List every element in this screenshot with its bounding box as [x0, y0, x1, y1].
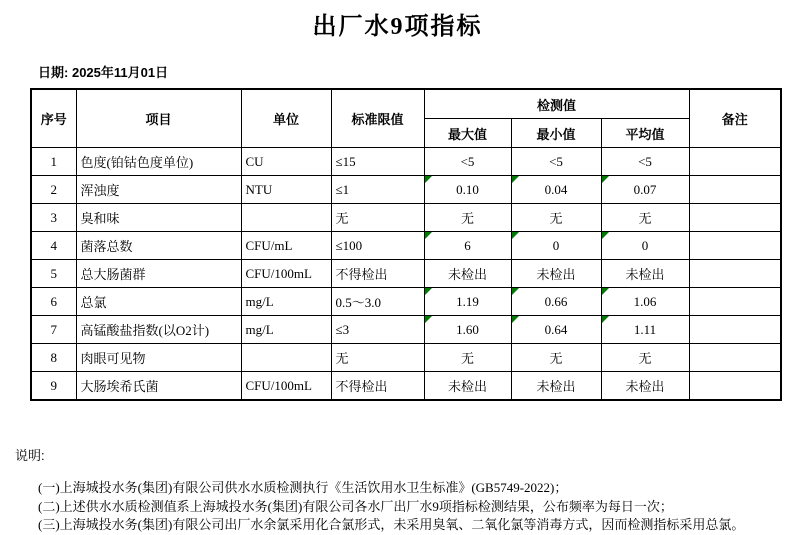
col-header-limit: 标准限值 [331, 89, 424, 148]
indicators-table [30, 88, 782, 401]
cell-item [76, 148, 241, 176]
col-header-unit: 单位 [241, 89, 331, 148]
cell-item [76, 232, 241, 260]
cell-no-text: 6 [50, 293, 57, 309]
cell-max [424, 176, 511, 204]
cell-max-text: 无 [460, 351, 474, 366]
table-row [31, 176, 781, 204]
cell-item [76, 204, 241, 232]
notes-section [15, 445, 795, 535]
col-header-max: 最大值 [424, 119, 511, 148]
cell-avg-text: 未检出 [625, 379, 665, 394]
cell-item [76, 316, 241, 344]
cell-avg-text: 未检出 [625, 267, 665, 282]
cell-min [511, 232, 601, 260]
cell-avg-text: 1.06 [633, 293, 657, 309]
col-header-no: 序号 [31, 89, 76, 148]
cell-no-text: 2 [50, 181, 57, 197]
excel-flag-triangle-icon [425, 232, 432, 239]
excel-flag-triangle-icon [602, 316, 609, 323]
cell-no-text: 3 [50, 209, 57, 225]
cell-unit-text: CFU/100mL [245, 377, 312, 393]
cell-min [511, 288, 601, 316]
cell-avg [601, 344, 689, 372]
cell-unit [241, 372, 331, 401]
cell-remark [689, 372, 781, 401]
cell-no-text: 8 [50, 349, 57, 365]
cell-avg-text: 1.11 [633, 321, 657, 337]
excel-flag-triangle-icon [602, 232, 609, 239]
cell-avg [601, 232, 689, 260]
table-row [31, 344, 781, 372]
cell-limit-text: 不得检出 [335, 267, 388, 282]
cell-remark [689, 232, 781, 260]
cell-item-text: 浑浊度 [80, 183, 120, 198]
cell-remark [689, 148, 781, 176]
cell-min-text: 0.64 [544, 321, 568, 337]
cell-unit-text: CFU/mL [245, 237, 293, 253]
table-header [31, 89, 781, 148]
cell-limit [331, 260, 424, 288]
cell-limit-text: 0.5～3.0 [335, 295, 382, 310]
cell-min [511, 372, 601, 401]
cell-remark [689, 316, 781, 344]
report-page [0, 6, 795, 535]
cell-max-text: 未检出 [447, 267, 487, 282]
cell-avg [601, 316, 689, 344]
excel-flag-triangle-icon [425, 288, 432, 295]
excel-flag-triangle-icon [602, 288, 609, 295]
cell-limit [331, 148, 424, 176]
cell-unit [241, 148, 331, 176]
cell-remark [689, 176, 781, 204]
cell-item [76, 344, 241, 372]
cell-no-text: 5 [50, 265, 57, 281]
cell-min [511, 204, 601, 232]
note-items [38, 479, 795, 535]
cell-min [511, 260, 601, 288]
cell-no-text: 4 [50, 237, 57, 253]
cell-limit [331, 232, 424, 260]
cell-limit [331, 288, 424, 316]
cell-unit-text: CFU/100mL [245, 265, 312, 281]
cell-unit [241, 176, 331, 204]
cell-max-text: 无 [460, 211, 474, 226]
report-date [38, 62, 795, 81]
cell-avg-text: 无 [638, 211, 652, 226]
cell-unit [241, 288, 331, 316]
cell-max-text: 未检出 [447, 379, 487, 394]
cell-min [511, 176, 601, 204]
cell-unit [241, 316, 331, 344]
cell-max-text: 6 [464, 237, 471, 253]
cell-item-text: 色度(铂钴色度单位) [80, 155, 194, 170]
note-item: (三)上海城投水务(集团)有限公司出厂水余氯采用化合氯形式，未采用臭氧、二氧化氯等消毒方式，因而检测指标采用总氯。 [38, 517, 745, 532]
cell-item-text: 高锰酸盐指数(以O2计) [80, 323, 210, 338]
cell-item-text: 总大肠菌群 [80, 267, 146, 282]
cell-no-text: 7 [50, 321, 57, 337]
excel-flag-triangle-icon [512, 176, 519, 183]
cell-avg [601, 260, 689, 288]
excel-flag-triangle-icon [602, 176, 609, 183]
cell-max [424, 148, 511, 176]
col-header-remark: 备注 [689, 89, 781, 148]
cell-max [424, 232, 511, 260]
cell-no [31, 176, 76, 204]
table-row [31, 288, 781, 316]
excel-flag-triangle-icon [512, 288, 519, 295]
cell-min [511, 344, 601, 372]
cell-limit-text: 无 [335, 211, 349, 226]
cell-unit [241, 260, 331, 288]
cell-min-text: 未检出 [536, 267, 576, 282]
cell-item-text: 肉眼可见物 [80, 351, 146, 366]
cell-max [424, 372, 511, 401]
cell-avg [601, 288, 689, 316]
cell-no-text: 9 [50, 377, 57, 393]
notes-label: 说明: [15, 448, 45, 463]
cell-max-text: 1.19 [456, 293, 479, 309]
cell-avg [601, 176, 689, 204]
cell-max-text: 1.60 [456, 321, 479, 337]
cell-limit-text: 无 [335, 351, 349, 366]
cell-unit-text: NTU [245, 181, 273, 197]
cell-max [424, 288, 511, 316]
cell-min-text: 无 [549, 211, 563, 226]
table-row [31, 148, 781, 176]
cell-no [31, 288, 76, 316]
cell-remark [689, 344, 781, 372]
cell-min-text: 0.04 [544, 181, 568, 197]
col-header-avg: 平均值 [601, 119, 689, 148]
cell-remark [689, 288, 781, 316]
cell-no [31, 372, 76, 401]
cell-limit [331, 372, 424, 401]
cell-item [76, 288, 241, 316]
cell-min-text: 未检出 [536, 379, 576, 394]
cell-limit-text: 不得检出 [335, 379, 388, 394]
cell-no [31, 148, 76, 176]
cell-remark [689, 204, 781, 232]
cell-avg-text: 0 [641, 237, 649, 253]
excel-flag-triangle-icon [512, 232, 519, 239]
cell-avg-text: 0.07 [633, 181, 657, 197]
cell-no [31, 344, 76, 372]
cell-avg-text: 无 [638, 351, 652, 366]
table-row [31, 372, 781, 401]
table-row [31, 232, 781, 260]
cell-unit [241, 344, 331, 372]
cell-avg [601, 204, 689, 232]
note-item: (一)上海城投水务(集团)有限公司供水水质检测执行《生活饮用水卫生标准》(GB5749-2022)； [38, 480, 568, 495]
cell-max [424, 344, 511, 372]
col-header-item: 项目 [76, 89, 241, 148]
table-row [31, 260, 781, 288]
cell-unit-text: CU [245, 153, 264, 169]
cell-no [31, 232, 76, 260]
note-item: (二)上述供水水质检测值系上海城投水务(集团)有限公司各水厂出厂水9项指标检测结果，公布频率为每日一次； [38, 498, 673, 514]
cell-no-text: 1 [50, 153, 57, 169]
col-header-detection: 检测值 [424, 89, 689, 119]
cell-max [424, 204, 511, 232]
cell-limit [331, 344, 424, 372]
cell-min-text: <5 [549, 153, 563, 169]
cell-min [511, 316, 601, 344]
cell-min-text: 0 [552, 237, 560, 253]
cell-item-text: 臭和味 [80, 211, 120, 226]
cell-min [511, 148, 601, 176]
cell-avg [601, 148, 689, 176]
cell-max [424, 316, 511, 344]
table-body [31, 148, 781, 401]
excel-flag-triangle-icon [425, 316, 432, 323]
col-header-min: 最小值 [511, 119, 601, 148]
cell-item-text: 总氯 [80, 295, 107, 310]
excel-flag-triangle-icon [425, 176, 432, 183]
cell-item-text: 菌落总数 [80, 239, 133, 254]
cell-no [31, 316, 76, 344]
cell-unit-text: mg/L [245, 293, 274, 309]
cell-unit [241, 204, 331, 232]
date-label: 日期: [38, 65, 69, 80]
page-title: 出厂水9项指标 [312, 14, 483, 40]
cell-limit-text: ≤15 [335, 153, 356, 169]
cell-limit [331, 204, 424, 232]
cell-item [76, 260, 241, 288]
cell-min-text: 0.66 [544, 293, 568, 309]
cell-limit-text: ≤3 [335, 321, 350, 337]
cell-min-text: 无 [549, 351, 563, 366]
cell-item [76, 176, 241, 204]
table-row [31, 316, 781, 344]
cell-max-text: 0.10 [456, 181, 479, 197]
cell-remark [689, 260, 781, 288]
cell-limit [331, 316, 424, 344]
cell-unit [241, 232, 331, 260]
cell-no [31, 204, 76, 232]
cell-max [424, 260, 511, 288]
cell-limit [331, 176, 424, 204]
cell-item [76, 372, 241, 401]
cell-max-text: <5 [460, 153, 475, 169]
cell-unit-text: mg/L [245, 321, 274, 337]
date-value: 2025年11月01日 [71, 65, 169, 80]
cell-limit-text: ≤1 [335, 181, 350, 197]
cell-limit-text: ≤100 [335, 237, 363, 253]
cell-avg [601, 372, 689, 401]
excel-flag-triangle-icon [512, 316, 519, 323]
cell-no [31, 260, 76, 288]
cell-item-text: 大肠埃希氏菌 [80, 379, 159, 394]
cell-avg-text: <5 [638, 153, 652, 169]
table-row [31, 204, 781, 232]
